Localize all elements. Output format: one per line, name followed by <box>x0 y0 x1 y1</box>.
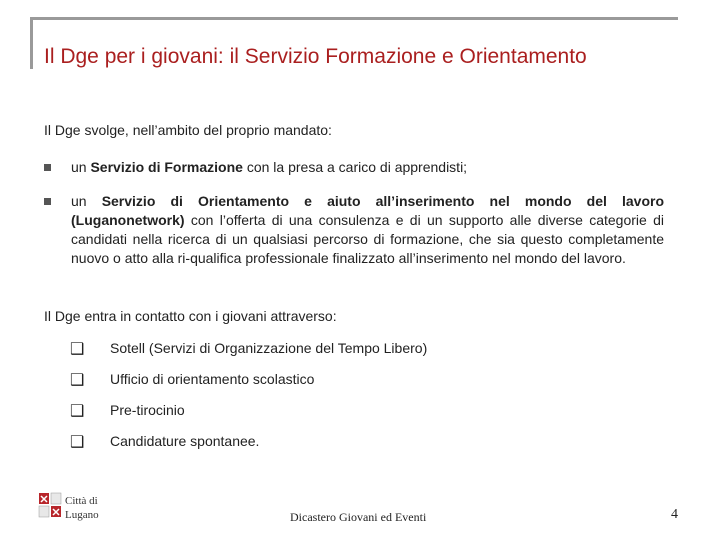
list-item <box>44 192 664 268</box>
service-name: Servizio di Formazione <box>90 159 243 175</box>
checkbox-bullet-icon: ❑ <box>70 401 85 420</box>
square-bullet-icon <box>44 164 51 171</box>
channel-label: Candidature spontanee. <box>110 433 260 449</box>
service-name: Servizio di Orientamento e aiuto all’inserimento nel mondo del lavoro (Luganonetwork) <box>71 193 664 228</box>
footer-department: Dicastero Giovani ed Eventi <box>290 510 427 524</box>
checkbox-bullet-icon: ❑ <box>70 339 85 358</box>
logo-text-line2: Lugano <box>65 509 99 521</box>
page-number: 4 <box>671 507 678 522</box>
intro-text: Il Dge svolge, nell’ambito del proprio mandato: <box>44 122 332 138</box>
list-item <box>44 158 664 177</box>
channel-label: Pre-tirocinio <box>110 402 185 418</box>
title-frame-top-line <box>30 17 678 20</box>
contact-intro-text: Il Dge entra in contatto con i giovani attraverso: <box>44 308 337 324</box>
services-list <box>44 158 664 268</box>
list-item <box>70 338 427 369</box>
checkbox-bullet-icon: ❑ <box>70 370 85 389</box>
service-prefix: un <box>71 159 91 175</box>
channel-label: Ufficio di orientamento scolastico <box>110 371 315 387</box>
logo-text-line1: Città di <box>65 495 98 507</box>
title-frame-left-line <box>30 17 33 69</box>
slide-title: Il Dge per i giovani: il Servizio Formazione e Orientamento <box>44 45 587 69</box>
list-item <box>70 431 427 462</box>
channels-list <box>70 338 427 462</box>
service-prefix: un <box>71 193 102 209</box>
list-item <box>70 400 427 431</box>
checkbox-bullet-icon: ❑ <box>70 432 85 451</box>
citta-di-lugano-logo <box>37 490 113 528</box>
service-description: con l’offerta di una consulenza e di un supporto alle diverse categorie di candidati nella ricerca di un qualsiasi percorso di formazione, che sia questo completamente nuovo o atto alla ri-qualifica professionale finalizzato all’inserimento nel mondo del lavoro. <box>71 212 664 266</box>
channel-label: Sotell (Servizi di Organizzazione del Tempo Libero) <box>110 340 428 356</box>
square-bullet-icon <box>44 198 51 205</box>
service-description: con la presa a carico di apprendisti; <box>242 159 468 175</box>
list-item <box>70 369 427 400</box>
